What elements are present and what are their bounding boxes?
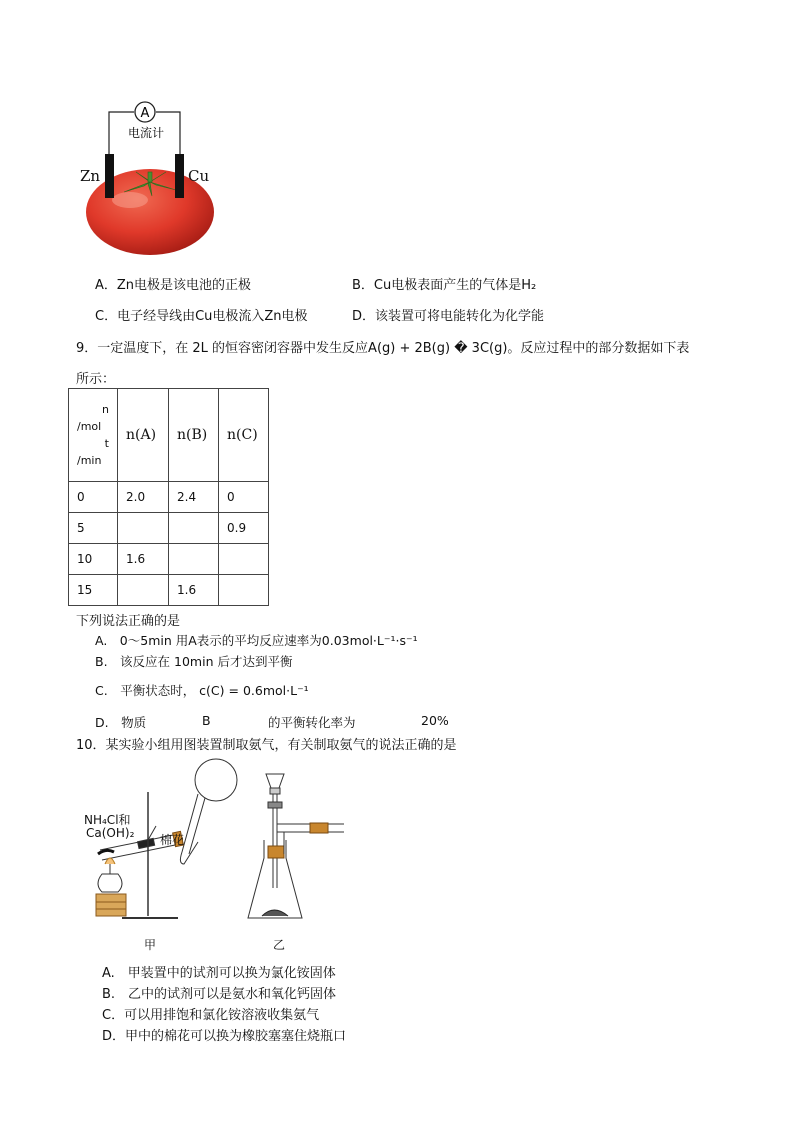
zn-electrode: [105, 154, 114, 198]
q10-option-a: A. 甲装置中的试剂可以换为氯化铵固体: [102, 966, 336, 981]
apparatus-jia-figure: [78, 756, 238, 931]
q8-option-a: A．Zn电极是该电池的正极: [95, 278, 252, 293]
table-row: [69, 482, 269, 513]
q9-option-d-value: 20%: [421, 713, 449, 728]
q10-option-b: B. 乙中的试剂可以是氨水和氧化钙固体: [102, 987, 337, 1002]
table-cell: [219, 544, 269, 575]
q9-prompt: 下列说法正确的是: [76, 614, 181, 629]
zn-label: Zn: [80, 167, 101, 185]
q9-data-table: [68, 388, 269, 606]
label-yi: 乙: [273, 938, 286, 952]
q9-option-c: C. 平衡状态时， c(C) = 0.6mol·L⁻¹: [95, 683, 309, 698]
cu-label: Cu: [188, 167, 210, 185]
q9-option-d-mid: 的平衡转化率为: [268, 715, 356, 730]
table-row: [69, 544, 269, 575]
q9-option-b: B. 该反应在 10min 后才达到平衡: [95, 654, 293, 669]
q10-option-d: D．甲中的棉花可以换为橡胶塞塞住烧瓶口: [102, 1029, 347, 1044]
table-cell: 1.6: [169, 575, 219, 606]
q9-stem-continued: 所示：: [76, 372, 116, 387]
apparatus-yi-figure: [244, 768, 348, 928]
reagent-label-line2: Ca(OH)₂: [86, 826, 135, 840]
table-cell: 2.0: [118, 482, 169, 513]
table-cell: [169, 513, 219, 544]
reagent-label-line1: NH₄Cl和: [84, 813, 131, 827]
q8-option-b: B．Cu电极表面产生的气体是H₂: [352, 278, 537, 293]
q8-option-c: C．电子经导线由Cu电极流入Zn电极: [95, 309, 308, 324]
cotton-label: 棉花: [160, 833, 185, 847]
label-jia: 甲: [144, 938, 157, 952]
table-cell: [219, 575, 269, 606]
table-header-row: [69, 389, 269, 482]
table-cell: 0: [69, 482, 118, 513]
table-cell: [118, 575, 169, 606]
cu-electrode: [175, 154, 184, 198]
q9-option-a: A. 0～5min 用A表示的平均反应速率为0.03mol·L⁻¹·s⁻¹: [95, 633, 418, 648]
q10-stem: 10．某实验小组用图装置制取氨气，有关制取氨气的说法正确的是: [76, 738, 457, 753]
table-cell: 5: [69, 513, 118, 544]
table-cell: 1.6: [118, 544, 169, 575]
table-cell: [169, 544, 219, 575]
table-cell: 0.9: [219, 513, 269, 544]
table-row: [69, 513, 269, 544]
q9-option-d-substance: B: [202, 713, 211, 728]
table-corner-cell: n /mol t /min: [69, 389, 118, 482]
q9-stem: 9．一定温度下，在 2L 的恒容密闭容器中发生反应A(g) + 2B(g) � 3C(g)。反应过程中的部分数据如下表: [76, 341, 690, 356]
table-header-na: n(A): [118, 389, 169, 482]
table-header-nc: n(C): [219, 389, 269, 482]
table-row: [69, 575, 269, 606]
ammeter-symbol: A: [140, 106, 150, 121]
table-cell: [118, 513, 169, 544]
table-cell: 10: [69, 544, 118, 575]
q10-option-c: C．可以用排饱和氯化铵溶液收集氨气: [102, 1008, 320, 1023]
q9-option-d-label: D. 物质: [95, 715, 147, 730]
ammeter-label: 电流计: [127, 126, 165, 140]
table-cell: 2.4: [169, 482, 219, 513]
q8-option-d: D．该装置可将电能转化为化学能: [352, 309, 545, 324]
table-cell: 15: [69, 575, 118, 606]
table-cell: 0: [219, 482, 269, 513]
table-header-nb: n(B): [169, 389, 219, 482]
